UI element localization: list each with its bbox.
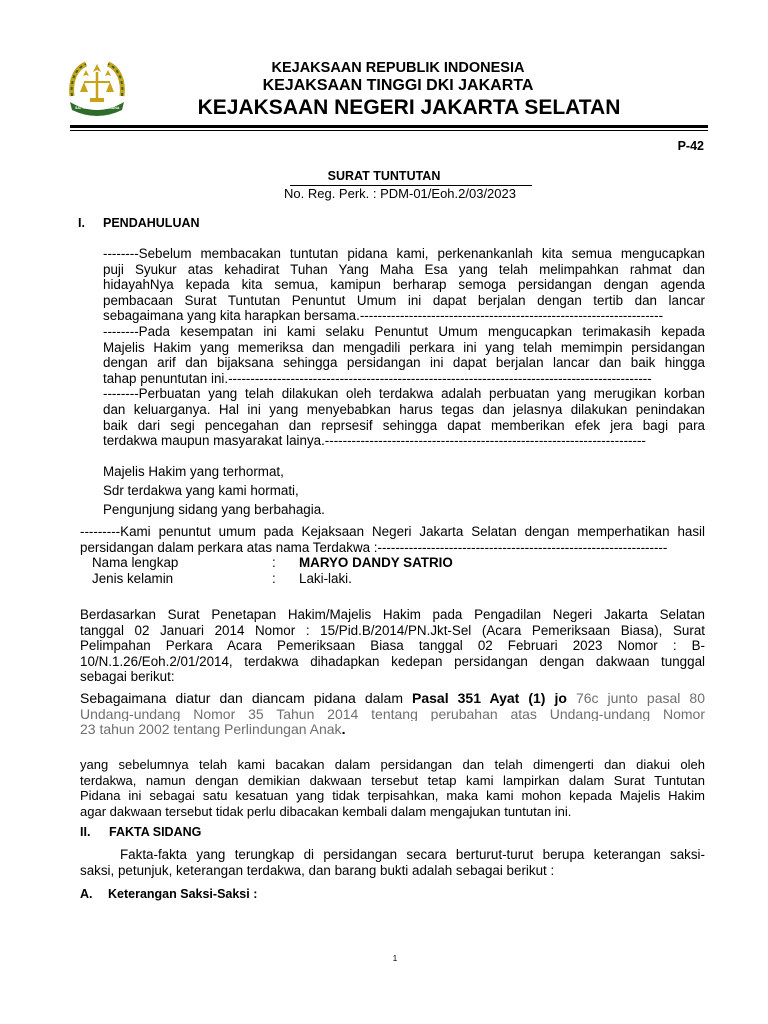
text-line: Undang-undang Nomor 35 Tahun 2014 tentang perubahan atas Undang-undang Nomor <box>80 705 705 722</box>
text-line: pembacaan Surat Tuntutan Penuntut Umum ini dapat berjalan dengan tertib dan lancar <box>103 292 705 308</box>
intro-paragraph <box>103 246 705 449</box>
text-line: sebagai berikut: <box>80 669 175 685</box>
text-line: yang sebelumnya telah kami bacakan dalam persidangan dan telah dimengerti dan diakui oleh <box>80 757 705 772</box>
indictment-basis <box>80 607 705 685</box>
greeting-line: Majelis Hakim yang terhormat, <box>103 464 284 479</box>
greeting-line: Sdr terdakwa yang kami hormati, <box>103 483 299 498</box>
section-2-title: FAKTA SIDANG <box>109 825 202 839</box>
letterhead-line-1: KEJAKSAAN REPUBLIK INDONESIA <box>271 60 525 76</box>
text-line: sebagaimana yang kita harapkan bersama.-------------------------------------------------------------------- <box>103 308 664 324</box>
text-line <box>80 847 705 863</box>
identity-name-label: Nama lengkap <box>92 555 179 570</box>
text-line: saksi, petunjuk, keterangan terdakwa, dan barang bukti adalah sebagai berikut : <box>80 862 555 878</box>
text-line: --------Pada kesempatan ini kami selaku Penuntut Umum mengucapkan terimakasih kepada <box>103 323 705 339</box>
text-line: --------Perbuatan yang telah dilakukan oleh terdakwa adalah perbuatan yang merugikan korban <box>103 386 705 402</box>
law-end: . <box>341 721 346 737</box>
form-code: P-42 <box>677 139 704 153</box>
text-line <box>80 690 705 706</box>
facts-intro <box>80 847 705 878</box>
identity-gender-sep: : <box>272 571 276 586</box>
text-line <box>80 721 705 737</box>
text-line: persidangan dalam perkara atas nama Terdakwa :----------------------------------------------------------------- <box>80 539 668 555</box>
indictment-attached <box>80 757 705 819</box>
greeting-line: Pengunjung sidang yang berbahagia. <box>103 502 325 517</box>
letterhead-rule-thin <box>70 130 708 131</box>
law-article: Pasal 351 Ayat (1) jo <box>412 690 567 706</box>
text-line: Pelimpahan Perkara Acara Pemeriksaan Biasa tanggal 02 Februari 2023 Nomor : B- <box>80 638 705 654</box>
text-line: terdakwa, namun dengan demikian dakwaan tersebut tetap kami lampirkan dalam Surat Tuntutan <box>80 772 705 788</box>
law-title: 23 tahun 2002 tentang Perlindungan Anak <box>80 721 342 737</box>
text-line: 10/N.1.26/Eoh.2/01/2014, terdakwa dihadapkan kedepan persidangan dengan dakwaan tunggal <box>80 653 705 669</box>
greeting-block <box>103 462 705 519</box>
identity-gender-value: Laki-laki. <box>299 571 352 586</box>
text-line: Majelis Hakim yang memeriksa dan mengadili perkara ini yang telah memimpin persidangan <box>103 339 705 355</box>
text-line: tahap penuntutan ini.----------------------------------------------------------------------------------------------- <box>103 370 652 386</box>
text-line: puji Syukur atas kehadirat Tuhan Yang Maha Esa yang telah melimpahkan rahmat dan <box>103 261 705 277</box>
seal-motto: SATYA ADHI WICAKSANA <box>75 106 120 110</box>
reg-number: No. Reg. Perk. : PDM-01/Eoh.2/03/2023 <box>284 186 516 201</box>
subsection-a-title: Keterangan Saksi-Saksi : <box>108 887 258 901</box>
text-line: hidayahNya kepada kita semua, kamipun berharap semoga persidangan dengan agenda <box>103 277 705 293</box>
identity-name-sep: : <box>272 555 276 570</box>
defendant-intro <box>80 524 705 555</box>
law-article-cont: 76c junto pasal 80 <box>566 690 705 706</box>
section-2-number: II. <box>80 825 91 839</box>
letterhead-line-3: KEJAKSAAN NEGERI JAKARTA SELATAN <box>197 96 621 119</box>
text-line: terdakwa maupun masyarakat lainya.------------------------------------------------------------------------ <box>103 433 646 449</box>
letterhead-rule-thick <box>70 125 708 128</box>
text-line: dan keluarganya. Hal ini yang menyebabkan harus tegas dan jelasnya dilakukan penindakan <box>103 401 705 417</box>
text-line: dengan arif dan bijaksana sehingga persidangan ini dapat berjalan lancar dan baik hingga <box>103 355 705 371</box>
identity-gender-label: Jenis kelamin <box>92 571 174 586</box>
letterhead-line-2: KEJAKSAAN TINGGI DKI JAKARTA <box>262 77 534 94</box>
text-line: tanggal 02 Januari 2014 Nomor : 15/Pid.B/2014/PN.Jkt-Sel (Acara Pemeriksaan Biasa), Surat <box>80 622 705 638</box>
law-reference <box>80 690 705 737</box>
text-line: --------Sebelum membacakan tuntutan pidana kami, perkenankanlah kita semua mengucapkan <box>103 246 705 261</box>
subsection-a-number: A. <box>80 887 93 901</box>
section-1-number: I. <box>78 216 85 230</box>
text-line: Pidana ini sebagai satu kesatuan yang tidak terpisahkan, maka kami mohon kepada Majelis Hakim <box>80 788 705 804</box>
text-line: Berdasarkan Surat Penetapan Hakim/Majelis Hakim pada Pengadilan Negeri Jakarta Selatan <box>80 607 705 622</box>
law-intro: Sebagaimana diatur dan diancam pidana dalam <box>80 690 413 706</box>
text-line: agar dakwaan tersebut tidak perlu dibacakan kembali dalam mengajukan tuntutan ini. <box>80 803 572 819</box>
page-number: 1 <box>392 954 398 963</box>
doc-title: SURAT TUNTUTAN <box>327 169 441 183</box>
text-line: baik dari segi pencegahan dan reprsesif sehingga dapat memberikan efek jera bagi para <box>103 417 705 433</box>
text-line-content: Fakta-fakta yang terungkap di persidangan secara berturut-turut berupa keterangan saksi- <box>120 847 705 862</box>
identity-name-value: MARYO DANDY SATRIO <box>299 555 453 570</box>
section-1-title: PENDAHULUAN <box>103 216 200 230</box>
text-line: ---------Kami penuntut umum pada Kejaksaan Negeri Jakarta Selatan dengan memperhatikan hasil <box>80 524 705 539</box>
